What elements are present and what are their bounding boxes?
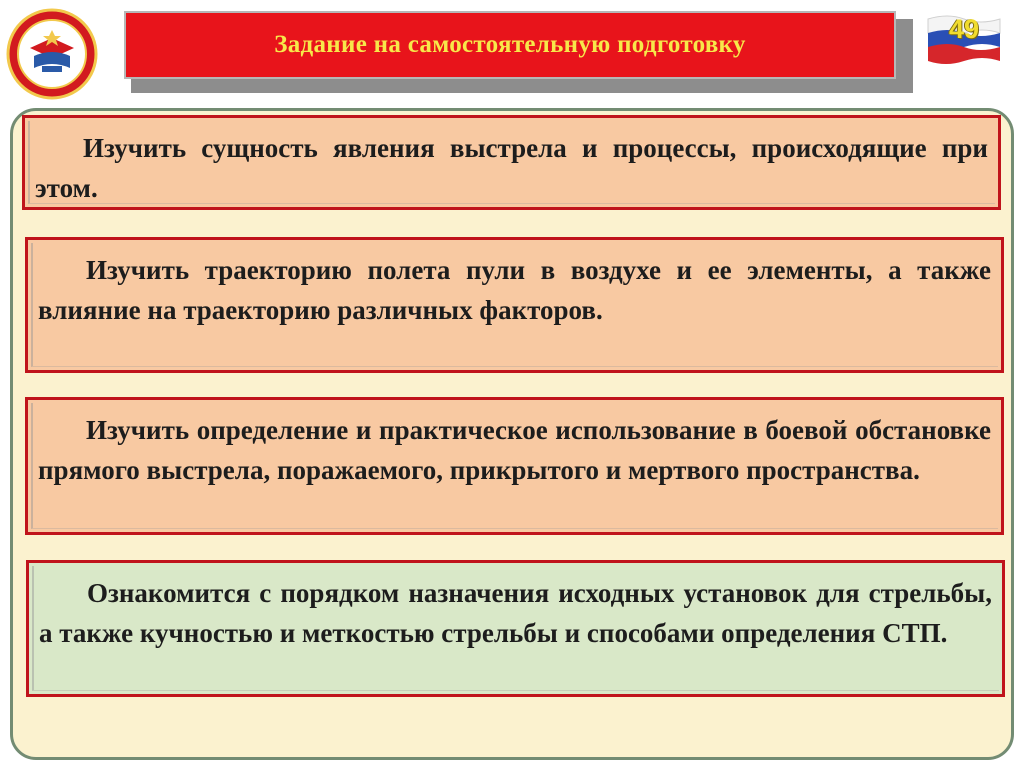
military-academy-emblem-icon — [6, 8, 98, 100]
task-text: Изучить траекторию полета пули в воздухе и ее элементы, а также влияние на траекторию различных факторов. — [38, 255, 991, 325]
task-item — [26, 560, 1005, 697]
task-text: Изучить сущность явления выстрела и процессы, происходящие при этом. — [35, 133, 988, 203]
task-text: Изучить определение и практическое использование в боевой обстановке прямого выстрела, поражаемого, прикрытого и мертвого пространства. — [38, 415, 991, 485]
task-item — [25, 397, 1004, 535]
task-text: Ознакомится с порядком назначения исходных установок для стрельбы, а также кучностью и меткостью стрельбы и способами определения СТП. — [39, 578, 992, 648]
task-item — [22, 115, 1001, 210]
slide-number: 49 — [948, 14, 980, 44]
title-bar — [124, 11, 896, 79]
page-title: Задание на самостоятельную подготовку — [274, 31, 746, 58]
task-item — [25, 237, 1004, 373]
